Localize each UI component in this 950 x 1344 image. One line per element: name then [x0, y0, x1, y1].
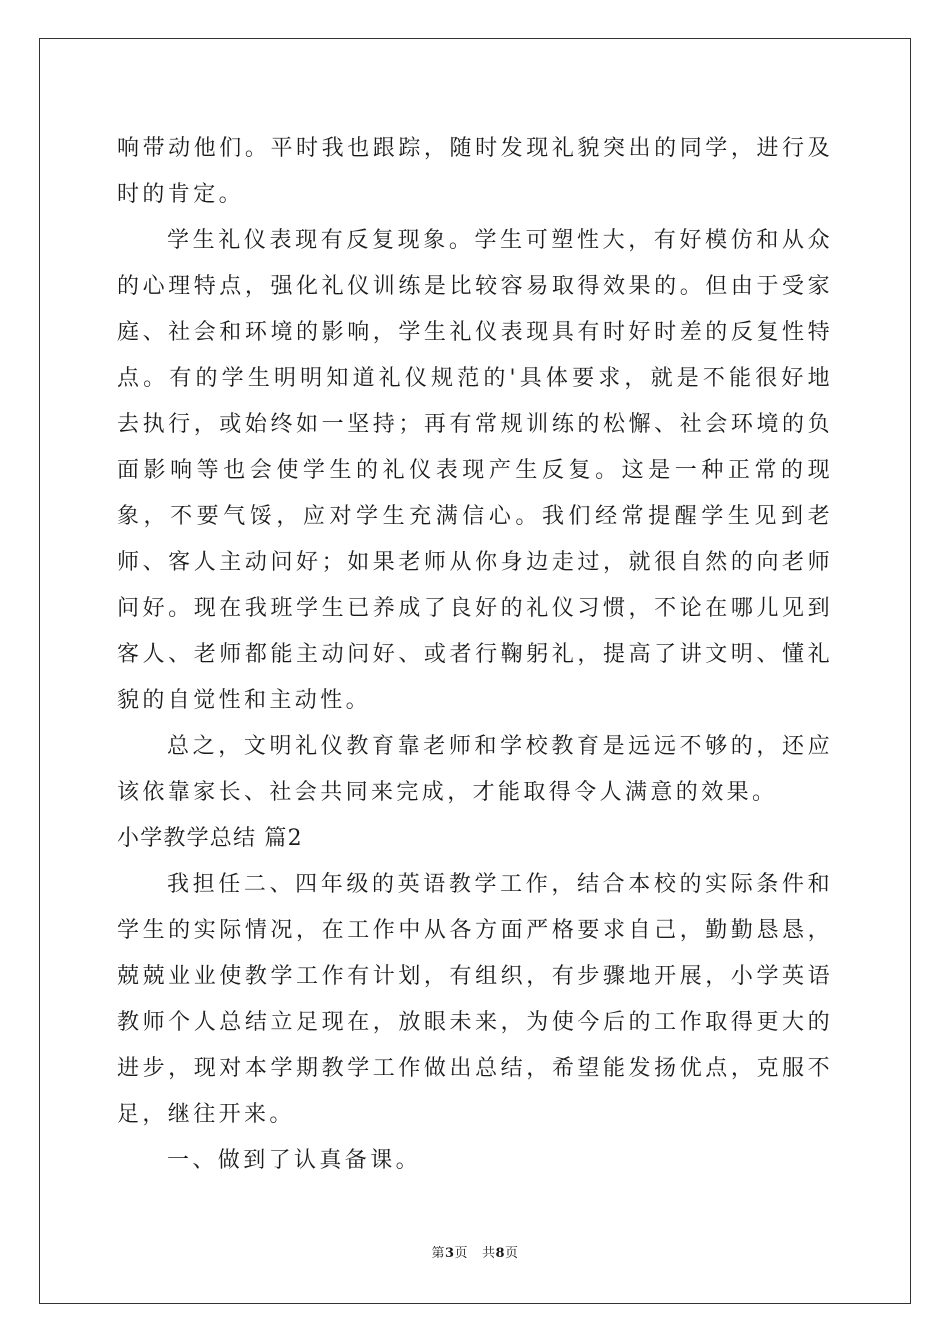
section-paragraph-1: 我担任二、四年级的英语教学工作，结合本校的实际条件和学生的实际情况，在工作中从各方面严格要求自己，勤勤恳恳，兢兢业业使教学工作有计划，有组织，有步骤地开展，小学英语教师个人总结立足现在，放眼未来，为使今后的工作取得更大的进步，现对本学期教学工作做出总结，希望能发扬优点，克服不足，继往开来。 — [117, 872, 833, 1127]
page-current: 3 — [444, 1246, 455, 1261]
paragraph-3: 总之，文明礼仪教育靠老师和学校教育是远远不够的，还应该依靠家长、社会共同来完成，才能取得令人满意的效果。 — [117, 734, 833, 805]
total-prefix: 共 — [481, 1246, 496, 1261]
page-suffix: 页 — [454, 1246, 469, 1261]
document-body — [117, 126, 833, 1184]
total-suffix: 页 — [505, 1246, 519, 1261]
page-prefix: 第 — [431, 1246, 445, 1261]
section-paragraph-2: 一、做到了认真备课。 — [167, 1148, 422, 1173]
paragraph-2: 学生礼仪表现有反复现象。学生可塑性大，有好模仿和从众的心理特点，强化礼仪训练是比较容易取得效果的。但由于受家庭、社会和环境的影响，学生礼仪表现具有时好时差的反复性特点。有的学生明明知道礼仪规范的'具体要求，就是不能很好地去执行，或始终如一坚持；再有常规训练的松懈、社会环境的负面影响等也会使学生的礼仪表现产生反复。这是一种正常的现象，不要气馁，应对学生充满信心。我们经常提醒学生见到老师、客人主动问好；如果老师从你身边走过，就很自然的向老师问好。现在我班学生已养成了良好的礼仪习惯，不论在哪儿见到客人、老师都能主动问好、或者行鞠躬礼，提高了讲文明、懂礼貌的自觉性和主动性。 — [117, 228, 833, 713]
page-footer — [0, 1244, 950, 1264]
section-title: 小学教学总结 篇2 — [117, 826, 303, 851]
page-total: 8 — [495, 1246, 506, 1261]
paragraph-1: 响带动他们。平时我也跟踪，随时发现礼貌突出的同学，进行及时的肯定。 — [117, 136, 833, 207]
